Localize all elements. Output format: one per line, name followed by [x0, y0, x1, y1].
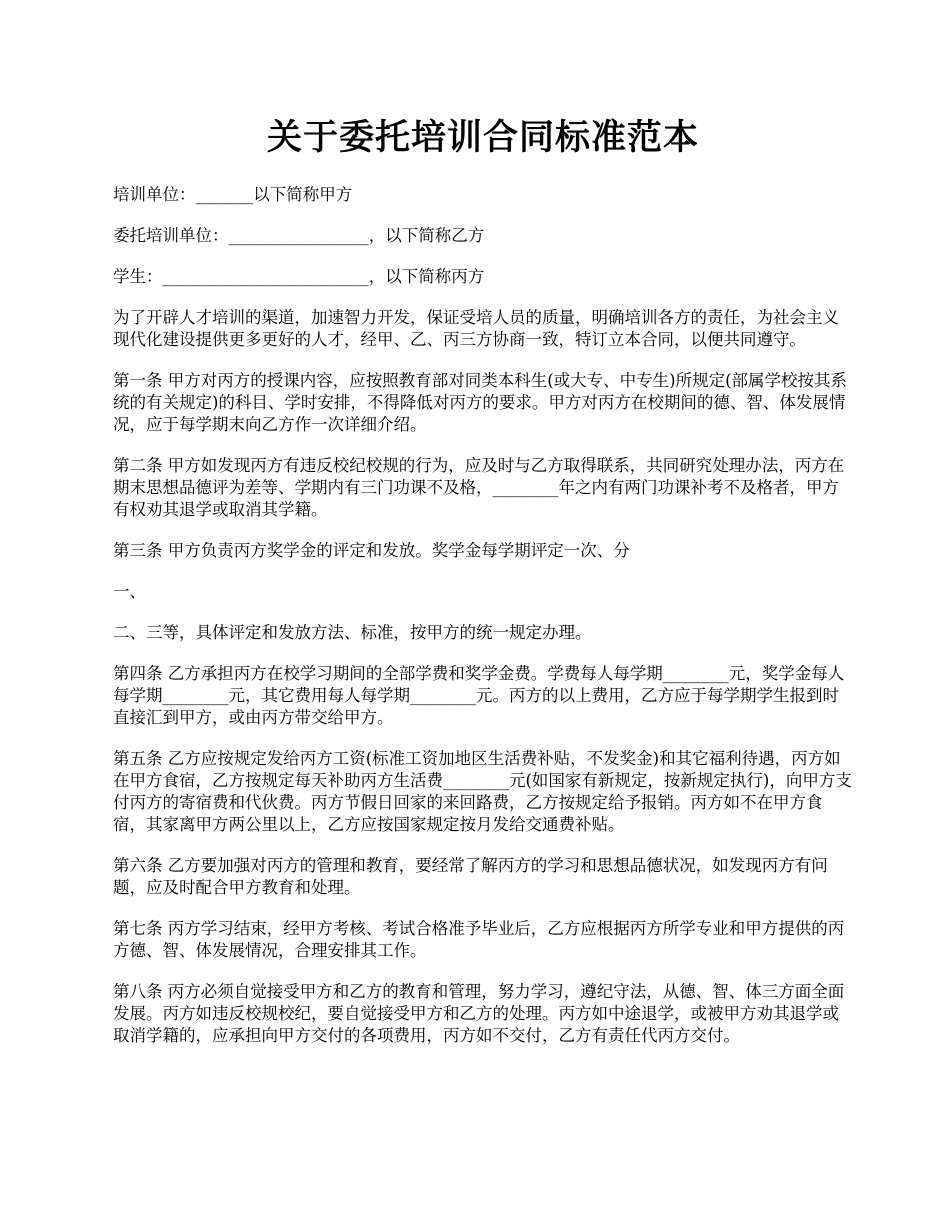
paragraph-preamble: 为了开辟人才培训的渠道，加速智力开发，保证受培人员的质量，明确培训各方的责任，为社会主义现代化建设提供更多更好的人才，经甲、乙、丙三方协商一致，特订立本合同，以便共同遵守。: [113, 308, 839, 349]
paragraph-article-6: 第六条 乙方要加强对丙方的管理和教育，要经常了解丙方的学习和思想品德状况，如发现丙方有问题，应及时配合甲方教育和处理。: [113, 856, 828, 897]
paragraph-article-3: 第三条 甲方负责丙方奖学金的评定和发放。奖学金每学期评定一次、分: [113, 541, 630, 560]
document-title: 关于委托培训合同标准范本: [266, 118, 699, 158]
paragraph-article-1: 第一条 甲方对丙方的授课内容，应按照教育部对同类本科生(或大专、中专生)所规定(部属学校按其系统的有关规定)的科目、学时安排，不得降低对丙方的要求。甲方对丙方在校期间的德、智、体发展情况，应于每学期末向乙方作一次详细介绍。: [113, 371, 848, 434]
paragraph-student: 学生：_________________________，以下简称丙方: [113, 267, 485, 286]
document-page: [113, 112, 853, 1066]
paragraph-entrusting-unit: 委托培训单位：_________________，以下简称乙方: [113, 226, 485, 245]
paragraph-article-2: 第二条 甲方如发现丙方有违反校纪校规的行为，应及时与乙方取得联系，共同研究处理办法，丙方在期末思想品德评为差等、学期内有三门功课不及格，________年之内有两门功课补考不及格者，甲方有权劝其退学或取消其学籍。: [113, 456, 845, 519]
paragraph-article-4: 第四条 乙方承担丙方在校学习期间的全部学费和奖学金费。学费每人每学期________元，奖学金每人每学期________元，其它费用每人每学期________元。丙方的以上费用，乙方应于每学期学生报到时直接汇到甲方，或由丙方带交给甲方。: [113, 664, 845, 727]
paragraph-list-one: 一、: [113, 582, 146, 601]
paragraph-list-two-three: 二、三等，具体评定和发放方法、标准，按甲方的统一规定办理。: [113, 623, 592, 642]
paragraph-training-unit: 培训单位：_______以下简称甲方: [113, 185, 353, 204]
paragraph-article-5: 第五条 乙方应按规定发给丙方工资(标准工资加地区生活费补贴，不发奖金)和其它福利待遇，丙方如在甲方食宿，乙方按规定每天补助丙方生活费________元(如国家有新规定，按新规定执行)，向甲方支付丙方的寄宿费和代伙费。丙方节假日回家的来回路费，乙方按规定给予报销。丙方如不在甲方食宿，其家离甲方两公里以上，乙方应按国家规定按月发给交通费补贴。: [113, 749, 852, 834]
paragraph-article-7: 第七条 丙方学习结束，经甲方考核、考试合格准予毕业后，乙方应根据丙方所学专业和甲方提供的丙方德、智、体发展情况，合理安排其工作。: [113, 919, 845, 960]
paragraph-article-8: 第八条 丙方必须自觉接受甲方和乙方的教育和管理，努力学习，遵纪守法，从德、智、体三方面全面发展。丙方如违反校规校纪，要自觉接受甲方和乙方的处理。丙方如中途退学，或被甲方劝其退学或取消学籍的，应承担向甲方交付的各项费用，丙方如不交付，乙方有责任代丙方交付。: [113, 982, 845, 1045]
